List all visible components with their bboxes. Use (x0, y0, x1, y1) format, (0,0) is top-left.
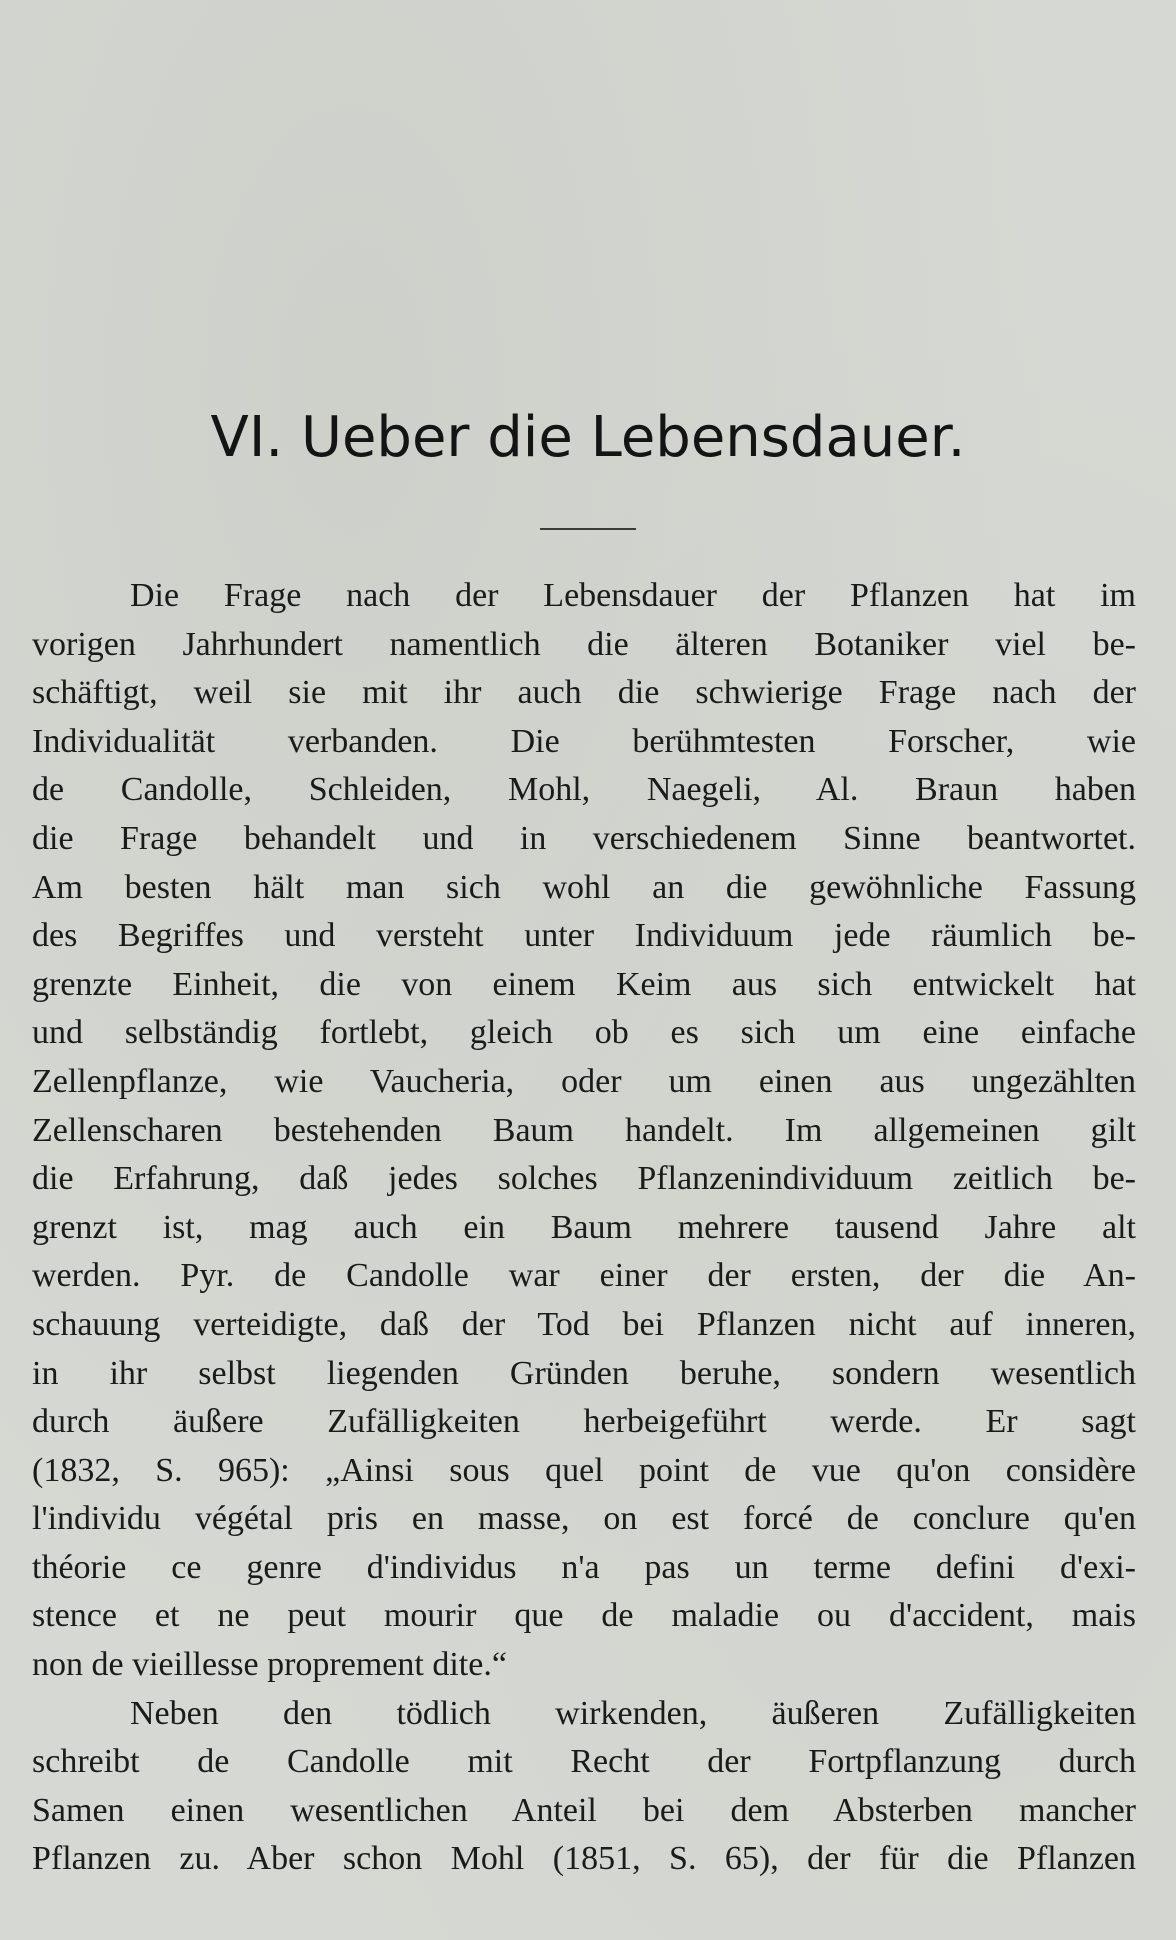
text-line: (1832, S. 965): „Ainsi sous quel point de vue qu'on considère (32, 1451, 1136, 1489)
paragraph-1 (32, 572, 1136, 1690)
text-line: stence et ne peut mourir que de maladie ou d'accident, mais (32, 1597, 1136, 1635)
text-line: Neben den tödlich wirkenden, äußeren Zufälligkeiten (130, 1694, 1136, 1732)
text-line: l'individu végétal pris en masse, on est forcé de conclure qu'en (32, 1500, 1136, 1538)
text-line: Individualität verbanden. Die berühmtesten Forscher, wie (32, 722, 1136, 760)
text-line: durch äußere Zufälligkeiten herbeigeführt werde. Er sagt (32, 1403, 1136, 1441)
text-line: schauung verteidigte, daß der Tod bei Pflanzen nicht auf inneren, (32, 1305, 1136, 1343)
text-line: Samen einen wesentlichen Anteil bei dem Absterben mancher (32, 1791, 1136, 1829)
text-line: schreibt de Candolle mit Recht der Fortpflanzung durch (32, 1743, 1136, 1781)
text-line: vorigen Jahrhundert namentlich die älteren Botaniker viel be- (32, 625, 1136, 663)
paragraph-2 (32, 1690, 1136, 1884)
text-line: Zellenpflanze, wie Vaucheria, oder um einen aus ungezählten (32, 1062, 1136, 1100)
text-line: schäftigt, weil sie mit ihr auch die schwierige Frage nach der (32, 674, 1136, 712)
text-line: Pflanzen zu. Aber schon Mohl (1851, S. 65), der für die Pflanzen (32, 1840, 1136, 1878)
text-line: de Candolle, Schleiden, Mohl, Naegeli, Al. Braun haben (32, 771, 1136, 809)
text-line: in ihr selbst liegenden Gründen beruhe, sondern wesentlich (32, 1354, 1136, 1392)
text-line: grenzte Einheit, die von einem Keim aus sich entwickelt hat (32, 965, 1136, 1003)
chapter-body (32, 572, 1136, 1884)
text-line: Die Frage nach der Lebensdauer der Pflanzen hat im (130, 577, 1136, 614)
text-line: grenzt ist, mag auch ein Baum mehrere tausend Jahre alt (32, 1208, 1136, 1246)
chapter-title: VI. Ueber die Lebensdauer. (210, 405, 966, 470)
text-line: die Frage behandelt und in verschiedenem Sinne beantwortet. (32, 819, 1136, 857)
text-line: werden. Pyr. de Candolle war einer der ersten, der die An- (32, 1257, 1136, 1295)
text-line: des Begriffes und versteht unter Individuum jede räumlich be- (32, 917, 1136, 955)
text-line: théorie ce genre d'individus n'a pas un terme defini d'exi- (32, 1548, 1136, 1586)
text-line: und selbständig fortlebt, gleich ob es sich um eine einfache (32, 1014, 1136, 1052)
title-divider (540, 528, 636, 530)
text-line: Am besten hält man sich wohl an die gewöhnliche Fassung (32, 868, 1136, 906)
text-line: Zellenscharen bestehenden Baum handelt. Im allgemeinen gilt (32, 1111, 1136, 1149)
text-line: non de vieillesse proprement dite.“ (32, 1646, 507, 1684)
text-line: die Erfahrung, daß jedes solches Pflanzenindividuum zeitlich be- (32, 1160, 1136, 1198)
